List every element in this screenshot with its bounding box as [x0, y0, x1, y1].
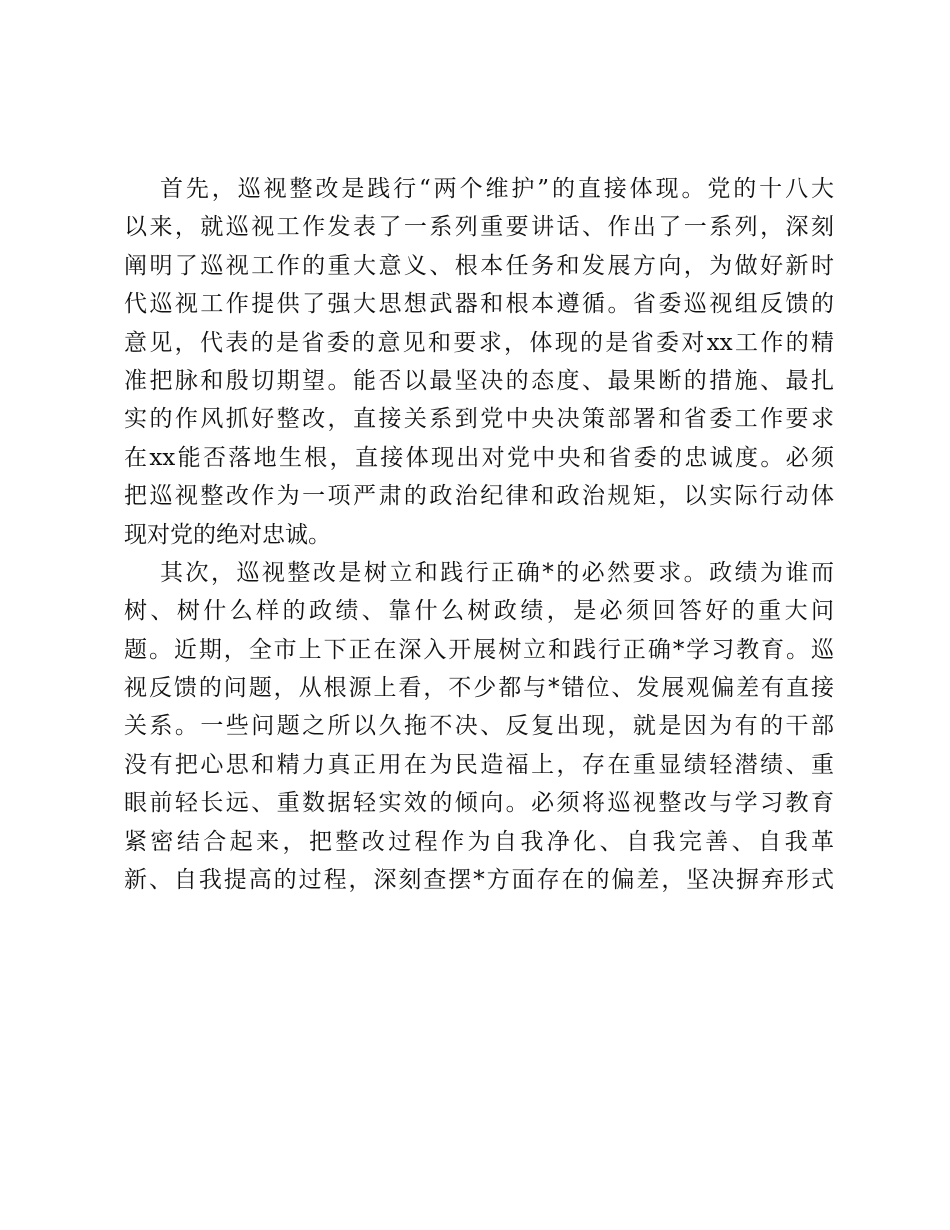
text-line: 题。近期，全市上下正在深入开展树立和践行正确*学习教育。巡: [124, 636, 834, 663]
text-line: 以来，就巡视工作发表了一系列重要讲话、作出了一系列，深刻: [124, 214, 834, 241]
text-line: 首先，巡视整改是践行“两个维护”的直接体现。党的十八大: [160, 176, 834, 202]
document-body: [124, 170, 834, 899]
text-line: 意见，代表的是省委的意见和要求，体现的是省委对xx工作的精: [124, 329, 834, 356]
text-line: 关系。一些问题之所以久拖不决、反复出现，就是因为有的干部: [124, 713, 834, 740]
paragraph-2: [124, 554, 834, 900]
text-line: 阐明了巡视工作的重大意义、根本任务和发展方向，为做好新时: [124, 252, 834, 279]
text-line: 其次，巡视整改是树立和践行正确*的必然要求。政绩为谁而: [160, 559, 834, 586]
text-line: 准把脉和殷切期望。能否以最坚决的态度、最果断的措施、最扎: [124, 367, 834, 394]
text-line: 紧密结合起来，把整改过程作为自我净化、自我完善、自我革: [124, 828, 834, 855]
text-line: 没有把心思和精力真正用在为民造福上，存在重显绩轻潜绩、重: [124, 751, 834, 778]
text-line: 新、自我提高的过程，深刻查摆*方面存在的偏差，坚决摒弃形式: [124, 867, 834, 894]
text-line: 树、树什么样的政绩、靠什么树政绩，是必须回答好的重大问: [124, 598, 834, 625]
text-line: 现对党的绝对忠诚。: [124, 521, 331, 548]
text-line: 眼前轻长远、重数据轻实效的倾向。必须将巡视整改与学习教育: [124, 790, 834, 817]
text-line: 代巡视工作提供了强大思想武器和根本遵循。省委巡视组反馈的: [124, 291, 834, 318]
text-line: 视反馈的问题，从根源上看，不少都与*错位、发展观偏差有直接: [124, 675, 834, 702]
text-line: 在xx能否落地生根，直接体现出对党中央和省委的忠诚度。必须: [124, 444, 834, 471]
paragraph-1: [124, 170, 834, 554]
text-line: 把巡视整改作为一项严肃的政治纪律和政治规矩，以实际行动体: [124, 483, 834, 510]
text-line: 实的作风抓好整改，直接关系到党中央决策部署和省委工作要求: [124, 406, 834, 433]
